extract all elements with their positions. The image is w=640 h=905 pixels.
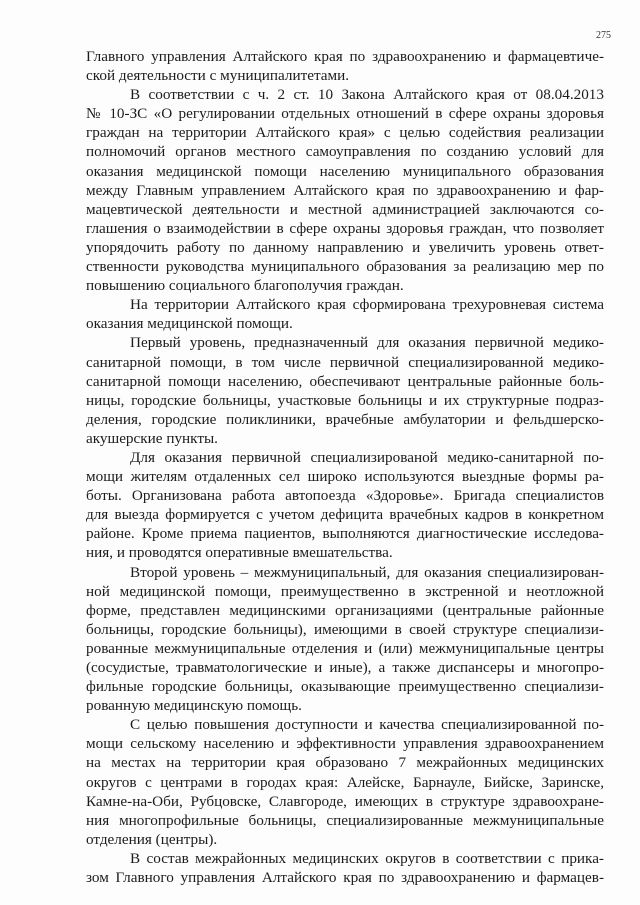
text-line: С целью повышения доступности и качества специализированной по- — [130, 716, 604, 734]
text-line: Первый уровень, предназначенный для оказания первичной медико- — [130, 334, 604, 352]
text-line: № 10-ЗС «О регулировании отдельных отношений в сфере охраны здоровья — [86, 105, 604, 123]
text-line: Для оказания первичной специализированой медико-санитарной по- — [130, 448, 604, 466]
text-line: мощи сельскому населению и эффективности управления здравоохранением — [86, 735, 604, 753]
text-line: ственности руководства муниципального образования за реализацию мер по — [86, 258, 604, 276]
text-line: мацевтической деятельности и местной администрацией заключаются со- — [86, 200, 604, 218]
page-number: 275 — [596, 30, 611, 41]
text-line: между Главным управлением Алтайского края по здравоохранению и фар- — [86, 181, 604, 199]
text-line: ной медицинской помощи, преимущественно в экстренной и неотложной — [86, 582, 604, 600]
text-line: В состав межрайонных медицинских округов в соответствии с прика- — [130, 849, 604, 867]
text-line: граждан на территории Алтайского края» с целью содействия реализации — [86, 124, 604, 142]
text-line: В соответствии с ч. 2 ст. 10 Закона Алтайского края от 08.04.2013 — [130, 86, 604, 104]
text-line: форме, представлен медицинскими организациями (центральные районные — [86, 601, 604, 619]
text-line: рованную медицинскую помощь. — [86, 697, 302, 715]
body-text — [86, 47, 604, 887]
text-line: оказания медицинской помощи населению муниципального образования — [86, 162, 604, 180]
text-line: больницы, городские больницы), имеющими в своей структуре специализи- — [86, 620, 604, 638]
text-line: боты. Организована работа автопоезда «Здоровье». Бригада специалистов — [86, 487, 604, 505]
text-line: упорядочить работу по данному направлению и увеличить уровень ответ- — [86, 238, 604, 256]
text-line: районе. Кроме приема пациентов, выполняются диагностические исследова- — [86, 525, 604, 543]
text-line: Камне-на-Оби, Рубцовске, Славгороде, имеющих в структуре здравоохране- — [86, 792, 604, 810]
text-line: округов с центрами в городах края: Алейске, Барнауле, Бийске, Заринске, — [86, 773, 604, 791]
text-line: ской деятельности с муниципалитетами. — [86, 67, 350, 85]
text-line: мощи жителям отдаленных сел широко используются выездные формы ра- — [86, 468, 604, 486]
text-line: На территории Алтайского края сформирована трехуровневая система — [130, 296, 604, 314]
text-line: рованные межмуниципальные отделения и (или) межмуниципальные центры — [86, 639, 604, 657]
text-line: деления, городские поликлиники, врачебные амбулатории и фельдшерско- — [86, 410, 604, 428]
text-line: зом Главного управления Алтайского края по здравоохранению и фармацев- — [86, 869, 604, 887]
text-line: акушерские пункты. — [86, 429, 218, 447]
text-line: санитарной помощи, в том числе первичной специализированной медико- — [86, 353, 604, 371]
text-line: ния многопрофильные больницы, специализированные межмуниципальные — [86, 811, 604, 829]
text-line: Второй уровень – межмуниципальный, для оказания специализирован- — [130, 563, 604, 581]
text-line: ния, и проводятся оперативные вмешательства. — [86, 544, 393, 562]
text-line: оказания медицинской помощи. — [86, 315, 293, 333]
text-line: фильные городские больницы, оказывающие преимущественно специализи- — [86, 678, 604, 696]
text-line: повышению социального благополучия граждан. — [86, 277, 404, 295]
text-line: ницы, городские больницы, участковые больницы и их структурные подраз- — [86, 391, 604, 409]
text-line: для выезда формируется с учетом дефицита врачебных кадров в конкретном — [86, 506, 604, 524]
text-line: на местах на территории края образовано 7 межрайонных медицинских — [86, 754, 604, 772]
text-line: полномочий органов местного самоуправления по созданию условий для — [86, 143, 604, 161]
text-line: (сосудистые, травматологические и иные), а также диспансеры и многопро- — [86, 659, 604, 676]
text-line: отделения (центры). — [86, 830, 218, 848]
text-line: санитарной помощи населению, обеспечивают центральные районные боль- — [86, 372, 604, 390]
text-line: Главного управления Алтайского края по здравоохранению и фармацевтиче- — [86, 48, 604, 65]
text-line: глашения о взаимодействии в сфере охраны здоровья граждан, что позволяет — [86, 219, 604, 237]
